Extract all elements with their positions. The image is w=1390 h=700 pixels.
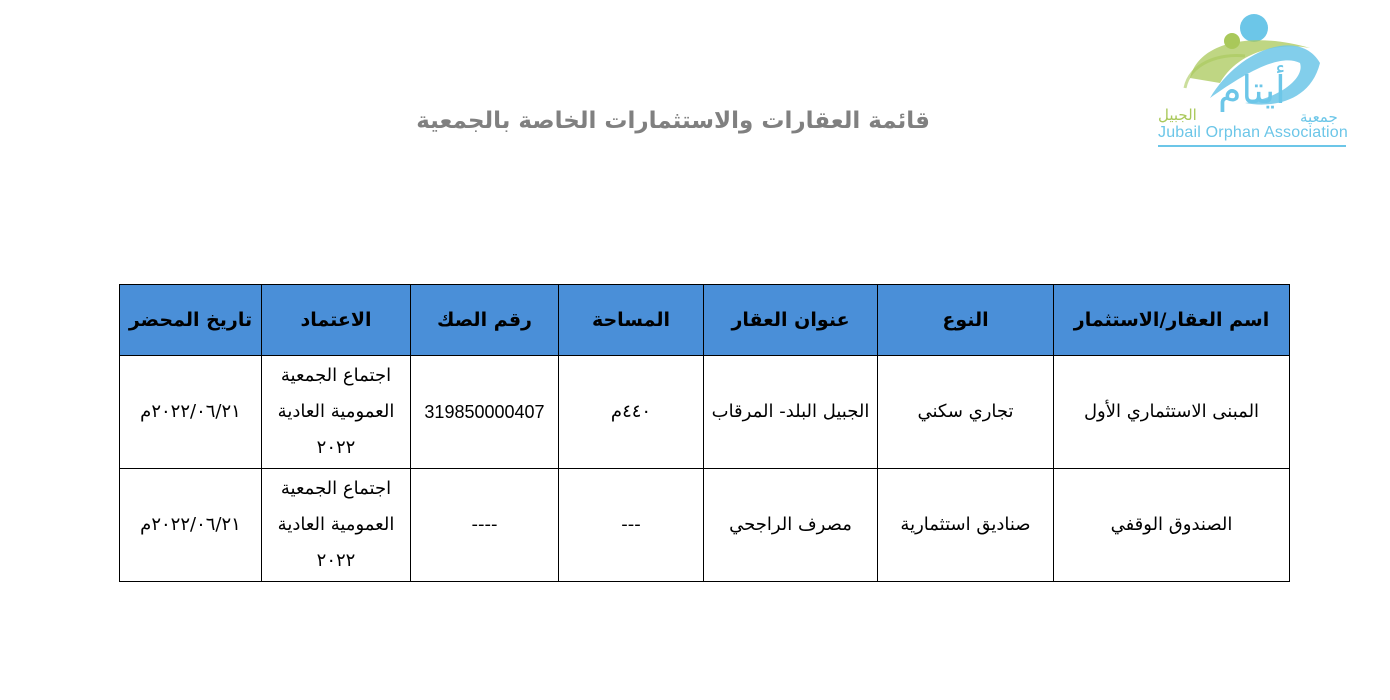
header-minutes-date: تاريخ المحضر (120, 285, 262, 356)
association-logo (1150, 8, 1355, 148)
logo-underline (1158, 145, 1346, 147)
table-header-row (120, 285, 1290, 356)
cell-approval: اجتماع الجمعية العمومية العادية ٢٠٢٢ (262, 469, 411, 582)
cell-address: الجبيل البلد- المرقاب (704, 356, 878, 469)
cell-approval: اجتماع الجمعية العمومية العادية ٢٠٢٢ (262, 356, 411, 469)
logo-arabic-city: الجبيل (1158, 106, 1197, 124)
table-row (120, 469, 1290, 582)
cell-type: تجاري سكني (878, 356, 1054, 469)
page-title: قائمة العقارات والاستثمارات الخاصة بالجمعية (416, 108, 930, 134)
cell-area: ٤٤٠م (559, 356, 704, 469)
cell-deed-number (411, 356, 559, 469)
header-address: عنوان العقار (704, 285, 878, 356)
header-area: المساحة (559, 285, 704, 356)
logo-arabic-main: أيتام (1218, 68, 1286, 112)
table-row (120, 356, 1290, 469)
cell-minutes-date: ٢٠٢٢/٠٦/٢١م (120, 469, 262, 582)
assets-table (119, 284, 1290, 582)
header-deed-number: رقم الصك (411, 285, 559, 356)
cell-address: مصرف الراجحي (704, 469, 878, 582)
cell-area: --- (559, 469, 704, 582)
header-asset-name: اسم العقار/الاستثمار (1054, 285, 1290, 356)
header-approval: الاعتماد (262, 285, 411, 356)
cell-deed-number: ---- (411, 469, 559, 582)
cell-type: صناديق استثمارية (878, 469, 1054, 582)
logo-arabic-association: جمعية (1300, 108, 1338, 126)
cell-asset-name: المبنى الاستثماري الأول (1054, 356, 1290, 469)
deed-number-value: 319850000407 (424, 401, 545, 422)
header-type: النوع (878, 285, 1054, 356)
logo-english-name: Jubail Orphan Association (1158, 124, 1348, 141)
cell-asset-name: الصندوق الوقفي (1054, 469, 1290, 582)
cell-minutes-date: ٢٠٢٢/٠٦/٢١م (120, 356, 262, 469)
